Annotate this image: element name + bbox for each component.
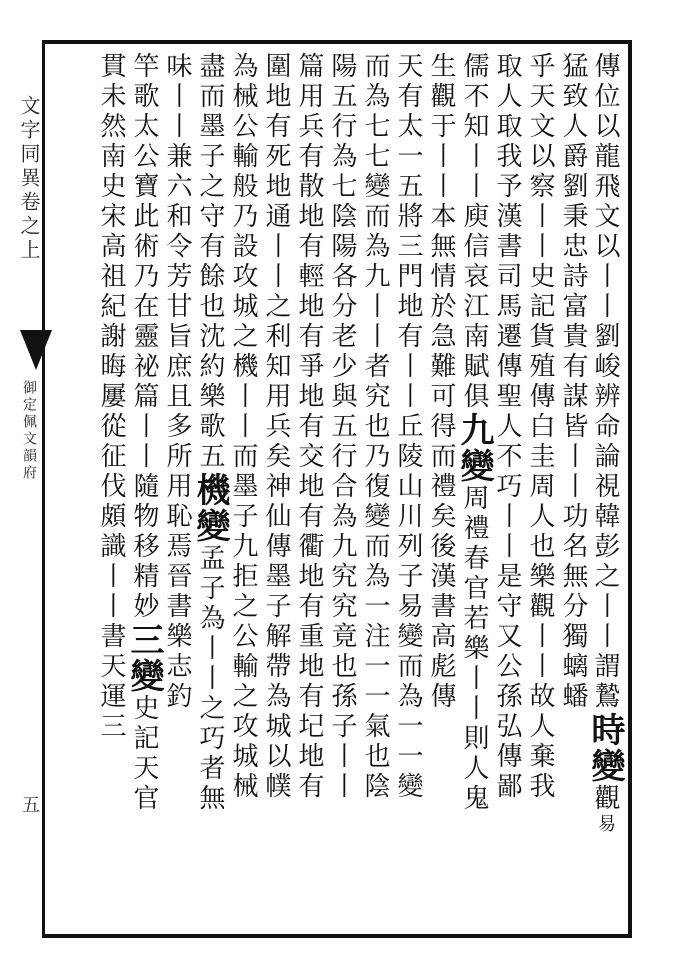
text-segment: 貫未然南史宋高祖紀謝晦屢從征伐頗識丨丨 [96, 52, 126, 622]
text-segment: 觀 [590, 784, 620, 814]
text-column [391, 52, 424, 922]
margin-book-title: 文字同異卷之上 [17, 95, 41, 263]
entry-headword: 變 [190, 508, 230, 544]
text-column [259, 52, 292, 922]
text-segment: 猛致人爵劉秉忠詩富貴有謀皆丨丨功名無分獨螭蟠 [558, 52, 588, 712]
text-segment: 易 [595, 814, 616, 836]
text-segment: 生觀于丨丨本無情於急難 [426, 52, 456, 382]
text-column [523, 52, 556, 922]
text-segment: 孟子為丨丨之巧者無 [195, 544, 225, 814]
text-column [226, 52, 259, 922]
text-column [585, 52, 625, 922]
text-segment: 所用恥焉晉書樂志釣 [162, 442, 192, 712]
text-segment: 史記天官 [129, 694, 159, 814]
text-segment: 篇用兵有散地有輕地有爭地有交地有衢地有重地有圮地有 [294, 52, 324, 802]
text-segment: 竿歌太公寶此術乃在靈祕篇丨丨隨物移精妙 [129, 52, 159, 622]
text-column [454, 52, 494, 922]
text-segment: 陽五行為七陰陽各分老少與五行合為九究究竟也孫子丨丨 [327, 52, 357, 802]
entry-headword: 變 [585, 748, 625, 784]
page-margin-strip [10, 40, 42, 930]
text-column [424, 52, 457, 922]
text-segment: 書天運三 [96, 622, 126, 742]
text-segment: 可得而禮矣後漢書高彪傳 [426, 382, 456, 712]
text-column [490, 52, 523, 922]
text-column [292, 52, 325, 922]
text-column [358, 52, 391, 922]
entry-headword: 變 [124, 658, 164, 694]
entry-headword: 時 [585, 712, 625, 748]
text-segment: 傳位以龍飛文以丨丨劉峻辨命論視韓彭之丨丨謂鷙 [590, 52, 620, 712]
text-segment: 周禮春官若樂丨丨則人鬼 [459, 484, 489, 814]
entry-headword: 變 [454, 448, 494, 484]
text-segment: 盡而墨子之守有餘也沈約樂歌五 [195, 52, 225, 472]
text-column [94, 52, 127, 922]
frame-left-rule [42, 44, 45, 934]
margin-subtitle: 御定佩文韻府 [21, 380, 37, 482]
text-segment: 而為七七變而為九丨丨者究也乃復變而為一注一一氣也陰 [360, 52, 390, 802]
text-segment: 儒不知丨丨庾信哀江南賦俱 [459, 52, 489, 412]
entry-headword: 三 [124, 622, 164, 658]
frame-right-rule [628, 44, 632, 934]
text-column [325, 52, 358, 922]
text-column [556, 52, 589, 922]
text-segment: 味丨丨兼六和令芳甘旨庶且多 [162, 52, 192, 442]
text-column [190, 52, 230, 922]
text-segment: 圍地有死地通丨丨之利知用兵矣神仙傳墨子解帶為城以幞 [261, 52, 291, 802]
text-column [124, 52, 164, 922]
entry-headword: 機 [190, 472, 230, 508]
page-number: 五 [19, 795, 40, 813]
text-segment: 天有太一五將三門地有丨丨丘陵山川列子易變而為一一變 [393, 52, 423, 802]
text-segment: 乎天文以察丨丨史記貨殖傳白圭周人也樂觀丨丨故人棄我 [525, 52, 555, 802]
text-segment: 為械公輸般乃設攻城之機丨丨而墨子九拒之公輸之攻城械 [228, 52, 258, 802]
text-segment: 取人取我予漢書司馬遷傳聖人不巧丨丨是守又公孫弘傳鄙 [492, 52, 522, 802]
entry-headword: 九 [454, 412, 494, 448]
text-column [160, 52, 193, 922]
main-text-block [94, 52, 625, 922]
